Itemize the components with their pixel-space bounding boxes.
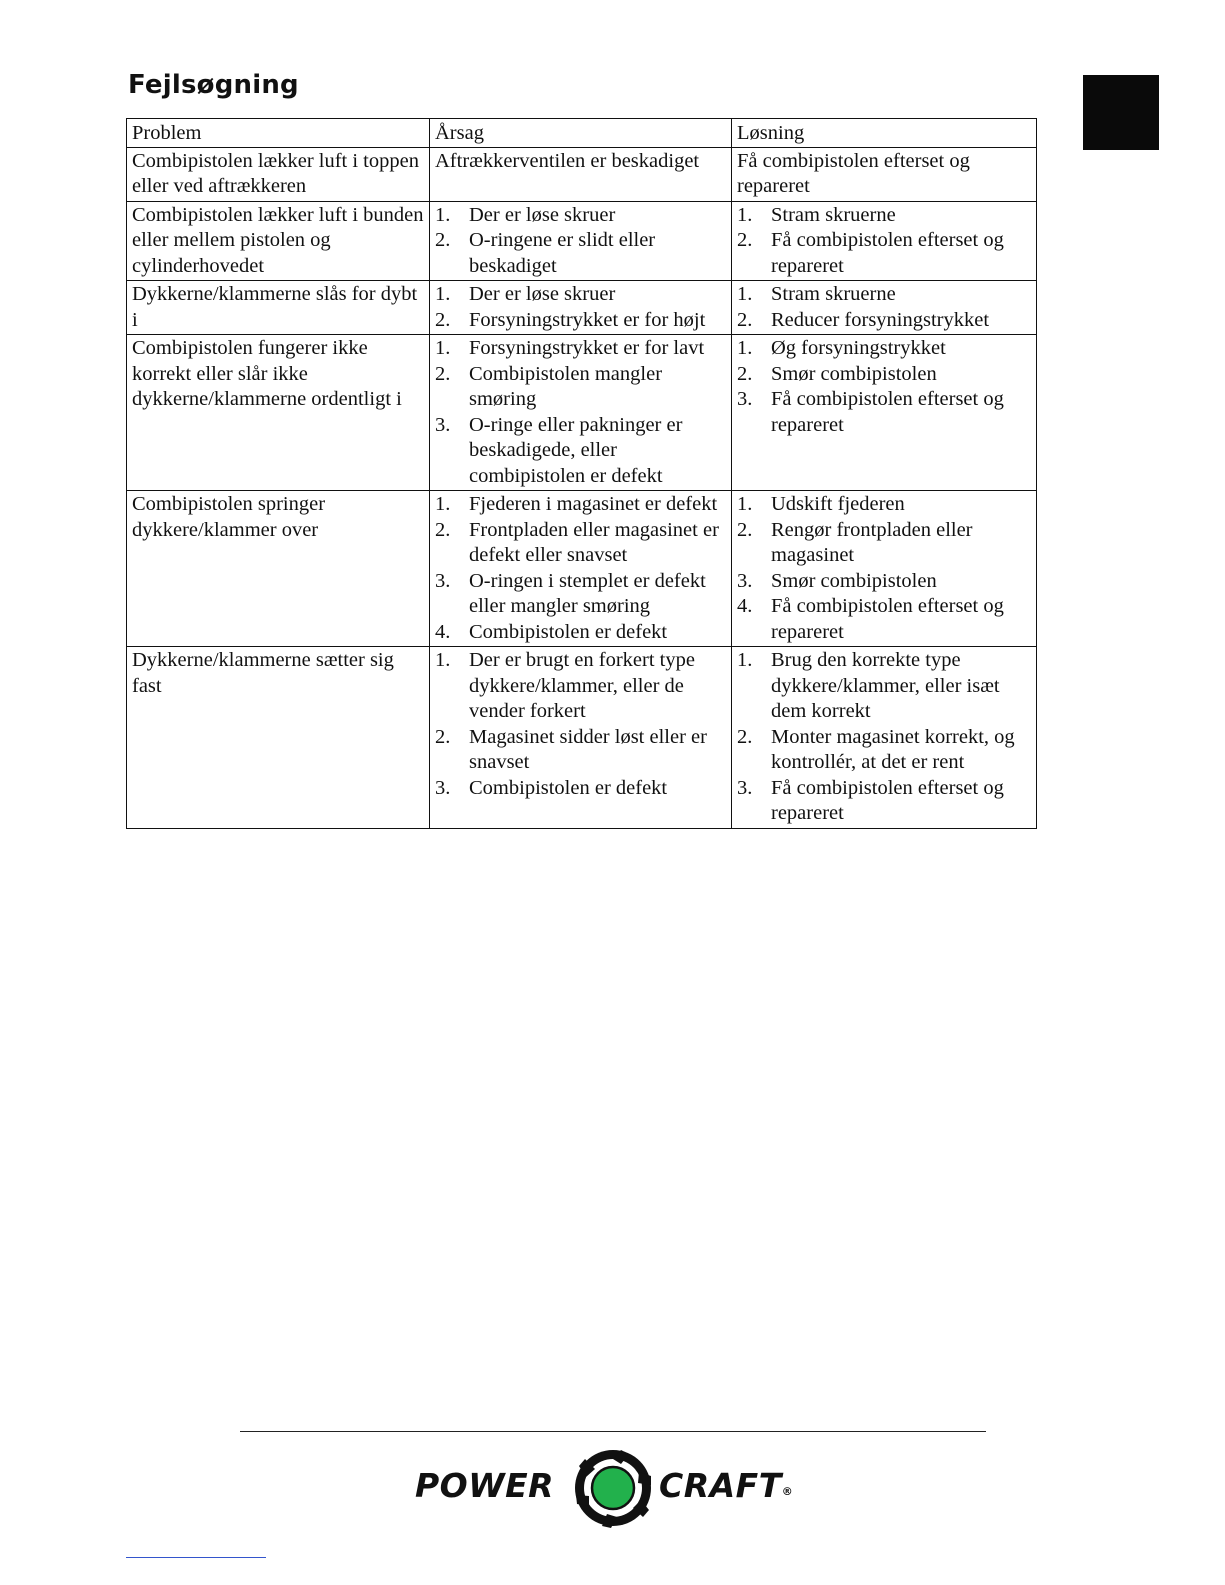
cause-item bbox=[435, 336, 727, 362]
list-item-text: Smør combipistolen bbox=[771, 569, 937, 592]
cause-item bbox=[435, 228, 727, 279]
list-item-text: Frontpladen eller magasinet er defekt eller snavset bbox=[469, 518, 719, 566]
list-item-text: Stram skruerne bbox=[771, 203, 896, 226]
solution-cell bbox=[732, 281, 1037, 335]
list-number: 2. bbox=[737, 518, 753, 541]
list-number: 1. bbox=[435, 493, 451, 515]
list-item-text: Fjederen i magasinet er defekt bbox=[469, 493, 718, 515]
problem-cell: Combipistolen lækker luft i toppen eller ved aftrækkeren bbox=[127, 147, 430, 201]
solution-item bbox=[737, 725, 1032, 776]
problem-cell: Combipistolen fungerer ikke korrekt eller slår ikke dykkerne/klammerne ordentligt i bbox=[127, 335, 430, 491]
problem-cell: Combipistolen springer dykkere/klammer over bbox=[127, 491, 430, 647]
list-number: 1. bbox=[435, 649, 451, 671]
list-item-text: Brug den korrekte type dykkere/klammer, eller isæt dem korrekt bbox=[771, 649, 1000, 722]
solution-cell bbox=[732, 491, 1037, 647]
cause-item bbox=[435, 776, 727, 802]
cause-cell bbox=[430, 281, 732, 335]
table-row bbox=[127, 335, 1037, 491]
list-item-text: Reducer forsyningstrykket bbox=[771, 308, 990, 331]
list-item-text: Monter magasinet korrekt, og kontrollér, at det er rent bbox=[771, 725, 1015, 773]
list-number: 3. bbox=[435, 413, 451, 436]
table-header-row bbox=[127, 119, 1037, 148]
list-item-text: Få combipistolen efterset og repareret bbox=[771, 229, 1004, 277]
table-row bbox=[127, 147, 1037, 201]
list-number: 3. bbox=[737, 569, 753, 592]
cause-cell-list bbox=[435, 203, 727, 280]
solution-item bbox=[737, 518, 1032, 569]
list-item-text: Forsyningstrykket er for højt bbox=[469, 308, 706, 331]
list-item-text: Combipistolen er defekt bbox=[469, 776, 668, 799]
problem-cell: Dykkerne/klammerne slås for dybt i bbox=[127, 281, 430, 335]
cause-cell-list bbox=[435, 282, 727, 333]
solution-item bbox=[737, 569, 1032, 595]
solution-cell-list bbox=[737, 648, 1032, 827]
cause-item bbox=[435, 569, 727, 620]
cause-item bbox=[435, 413, 727, 490]
table-row bbox=[127, 647, 1037, 829]
list-item-text: Der er løse skruer bbox=[469, 283, 616, 305]
solution-cell bbox=[732, 201, 1037, 281]
list-number: 2. bbox=[435, 229, 451, 251]
list-item-text: Øg forsyningstrykket bbox=[771, 337, 946, 359]
cause-item bbox=[435, 648, 727, 725]
cause-item bbox=[435, 282, 727, 308]
cause-cell bbox=[430, 647, 732, 829]
cause-cell bbox=[430, 201, 732, 281]
solution-item bbox=[737, 336, 1032, 362]
list-number: 1. bbox=[435, 337, 451, 359]
solution-cell-list bbox=[737, 282, 1032, 333]
list-number: 1. bbox=[737, 649, 753, 671]
cause-item bbox=[435, 203, 727, 229]
solution-cell bbox=[732, 647, 1037, 829]
table-row bbox=[127, 281, 1037, 335]
power-craft-logo bbox=[415, 1446, 797, 1530]
problem-cell: Combipistolen lækker luft i bunden eller mellem pistolen og cylinderhovedet bbox=[127, 201, 430, 281]
list-item-text: O-ringe eller pakninger er beskadigede, eller combipistolen er defekt bbox=[469, 413, 683, 487]
list-item-text: Forsyningstrykket er for lavt bbox=[469, 337, 705, 359]
list-item-text: Stram skruerne bbox=[771, 283, 896, 305]
list-item-text: Magasinet sidder løst eller er snavset bbox=[469, 725, 707, 773]
list-item-text: Combipistolen mangler smøring bbox=[469, 362, 663, 410]
registered-mark: ® bbox=[781, 1485, 794, 1498]
cause-item bbox=[435, 620, 727, 646]
list-item-text: Udskift fjederen bbox=[771, 493, 905, 515]
troubleshooting-table bbox=[126, 118, 1037, 829]
cause-cell-list bbox=[435, 336, 727, 489]
solution-item bbox=[737, 594, 1032, 645]
solution-item bbox=[737, 282, 1032, 308]
cause-item bbox=[435, 725, 727, 776]
list-item-text: Smør combipistolen bbox=[771, 362, 937, 385]
logo-word-power: POWER bbox=[415, 1466, 555, 1505]
list-item-text: Der er løse skruer bbox=[469, 203, 616, 226]
list-item-text: Få combipistolen efterset og repareret bbox=[771, 595, 1004, 643]
cause-cell-list bbox=[435, 492, 727, 645]
list-number: 1. bbox=[737, 203, 753, 226]
solution-item bbox=[737, 387, 1032, 438]
cause-cell bbox=[430, 491, 732, 647]
list-number: 4. bbox=[737, 595, 753, 617]
solution-item bbox=[737, 492, 1032, 518]
solution-item bbox=[737, 308, 1032, 334]
cause-cell-list bbox=[435, 648, 727, 801]
list-number: 4. bbox=[435, 620, 451, 643]
table-body bbox=[127, 147, 1037, 828]
list-item-text: Der er brugt en forkert type dykkere/klammer, eller de vender forkert bbox=[469, 649, 695, 722]
list-number: 1. bbox=[737, 283, 753, 305]
solution-item bbox=[737, 362, 1032, 388]
aperture-ring-icon bbox=[571, 1446, 655, 1530]
list-number: 1. bbox=[737, 337, 753, 359]
list-number: 3. bbox=[737, 776, 753, 799]
cause-cell bbox=[430, 335, 732, 491]
list-item-text: Combipistolen er defekt bbox=[469, 620, 668, 643]
solution-cell-list bbox=[737, 203, 1032, 280]
solution-cell-list bbox=[737, 336, 1032, 438]
list-number: 3. bbox=[435, 569, 451, 592]
list-number: 3. bbox=[435, 776, 451, 799]
solution-item bbox=[737, 776, 1032, 827]
column-header-cause: Årsag bbox=[430, 119, 732, 148]
list-number: 2. bbox=[737, 725, 753, 748]
cause-item bbox=[435, 492, 727, 518]
solution-cell bbox=[732, 335, 1037, 491]
list-number: 1. bbox=[435, 283, 451, 305]
solution-cell: Få combipistolen efterset og repareret bbox=[732, 147, 1037, 201]
list-number: 2. bbox=[435, 308, 451, 331]
cause-cell: Aftrækkerventilen er beskadiget bbox=[430, 147, 732, 201]
list-number: 2. bbox=[737, 308, 753, 331]
list-number: 2. bbox=[435, 518, 451, 541]
page-title: Fejlsøgning bbox=[128, 70, 299, 100]
list-item-text: Få combipistolen efterset og repareret bbox=[771, 776, 1004, 824]
table-row bbox=[127, 491, 1037, 647]
list-number: 2. bbox=[737, 362, 753, 385]
solution-item bbox=[737, 648, 1032, 725]
cause-item bbox=[435, 362, 727, 413]
list-item-text: O-ringene er slidt eller beskadiget bbox=[469, 229, 656, 277]
list-item-text: O-ringen i stemplet er defekt eller mangler smøring bbox=[469, 569, 706, 617]
logo-word-craft: CRAFT® bbox=[659, 1466, 794, 1505]
list-item-text: Få combipistolen efterset og repareret bbox=[771, 388, 1004, 436]
column-header-problem: Problem bbox=[127, 119, 430, 148]
footer-link-underline[interactable] bbox=[126, 1557, 266, 1558]
solution-cell-list bbox=[737, 492, 1032, 645]
list-number: 1. bbox=[435, 203, 451, 226]
list-item-text: Rengør frontpladen eller magasinet bbox=[771, 518, 973, 566]
list-number: 2. bbox=[435, 362, 451, 385]
solution-item bbox=[737, 228, 1032, 279]
footer-divider bbox=[240, 1431, 986, 1432]
solution-item bbox=[737, 203, 1032, 229]
list-number: 1. bbox=[737, 493, 753, 515]
table-row bbox=[127, 201, 1037, 281]
list-number: 3. bbox=[737, 388, 753, 410]
problem-cell: Dykkerne/klammerne sætter sig fast bbox=[127, 647, 430, 829]
column-header-solution: Løsning bbox=[732, 119, 1037, 148]
cause-item bbox=[435, 518, 727, 569]
section-tab-marker bbox=[1083, 75, 1159, 150]
list-number: 2. bbox=[435, 725, 451, 748]
cause-item bbox=[435, 308, 727, 334]
list-number: 2. bbox=[737, 229, 753, 251]
